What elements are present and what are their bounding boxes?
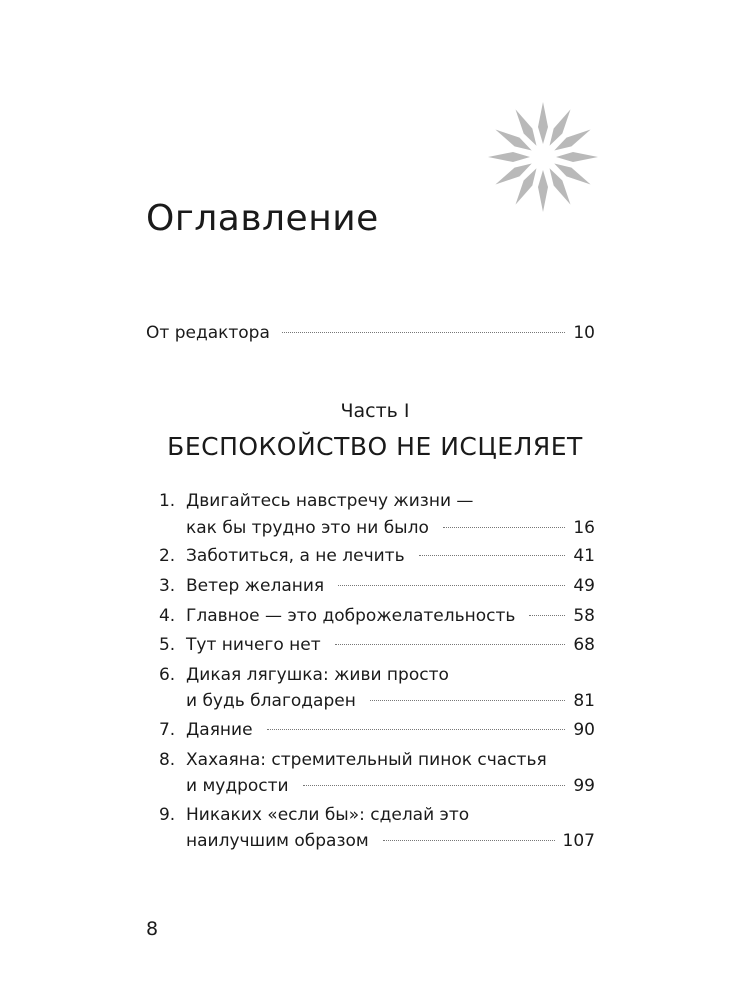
- chapter-page: 81: [573, 691, 595, 711]
- chapter-9-line-1[interactable]: [146, 802, 595, 828]
- chapter-title-cont: и мудрости: [186, 776, 289, 796]
- chapter-page: 16: [573, 518, 595, 538]
- chapter-number: 6.: [158, 665, 176, 685]
- chapter-6-line-1[interactable]: [146, 662, 595, 688]
- chapter-9-line-2[interactable]: [146, 828, 595, 854]
- chapter-title: Хахаяна: стремительный пинок счастья: [186, 750, 547, 770]
- chapter-6-line-2[interactable]: [146, 688, 595, 714]
- chapter-number: 7.: [158, 720, 176, 740]
- dot-leader: [282, 332, 565, 333]
- dot-leader: [338, 585, 565, 586]
- dot-leader: [529, 615, 565, 616]
- dot-leader: [383, 840, 555, 841]
- chapter-title: Ветер желания: [186, 576, 325, 596]
- chapter-number: 8.: [158, 750, 176, 770]
- chapter-title: Двигайтесь навстречу жизни —: [186, 491, 474, 511]
- chapter-4[interactable]: [146, 603, 595, 629]
- dot-leader: [335, 644, 566, 645]
- chapter-title: Дикая лягушка: живи просто: [186, 665, 449, 685]
- chapter-number: 9.: [158, 805, 176, 825]
- chapter-3[interactable]: [146, 573, 595, 599]
- chapter-1-line-2[interactable]: [146, 515, 595, 541]
- chapter-8-line-2[interactable]: [146, 773, 595, 799]
- chapter-page: 58: [573, 606, 595, 626]
- page-number: 8: [146, 918, 159, 940]
- toc-entry-editor-note[interactable]: [146, 320, 595, 346]
- part-label: Часть I: [340, 400, 410, 422]
- chapter-title-cont: как бы трудно это ни было: [186, 518, 429, 538]
- dot-leader: [443, 527, 565, 528]
- chapter-1-line-1[interactable]: [146, 488, 595, 514]
- chapter-number: 4.: [158, 606, 176, 626]
- chapter-8-line-1[interactable]: [146, 747, 595, 773]
- chapter-2[interactable]: [146, 543, 595, 569]
- dot-leader: [370, 700, 566, 701]
- chapter-title: Заботиться, а не лечить: [186, 546, 405, 566]
- flower-ornament-icon: [488, 100, 598, 215]
- chapter-5[interactable]: [146, 632, 595, 658]
- chapter-number: 5.: [158, 635, 176, 655]
- chapter-number: 2.: [158, 546, 176, 566]
- toc-entry-label: От редактора: [146, 323, 270, 343]
- toc-entry-page: 10: [573, 323, 595, 343]
- chapter-page: 107: [562, 831, 595, 851]
- chapter-page: 49: [573, 576, 595, 596]
- chapter-title: Тут ничего нет: [186, 635, 321, 655]
- page-title: Оглавление: [146, 198, 379, 239]
- chapter-number: 1.: [158, 491, 176, 511]
- part-title: БЕСПОКОЙСТВО НЕ ИСЦЕЛЯЕТ: [167, 432, 583, 461]
- chapter-page: 90: [573, 720, 595, 740]
- chapter-title-cont: наилучшим образом: [186, 831, 369, 851]
- chapter-title: Никаких «если бы»: сделай это: [186, 805, 470, 825]
- chapter-number: 3.: [158, 576, 176, 596]
- chapter-title-cont: и будь благодарен: [186, 691, 356, 711]
- chapter-title: Главное — это доброжелательность: [186, 606, 516, 626]
- chapter-page: 68: [573, 635, 595, 655]
- chapter-page: 99: [573, 776, 595, 796]
- dot-leader: [419, 555, 566, 556]
- chapter-title: Даяние: [186, 720, 253, 740]
- chapter-page: 41: [573, 546, 595, 566]
- dot-leader: [303, 785, 566, 786]
- dot-leader: [267, 729, 566, 730]
- chapter-7[interactable]: [146, 717, 595, 743]
